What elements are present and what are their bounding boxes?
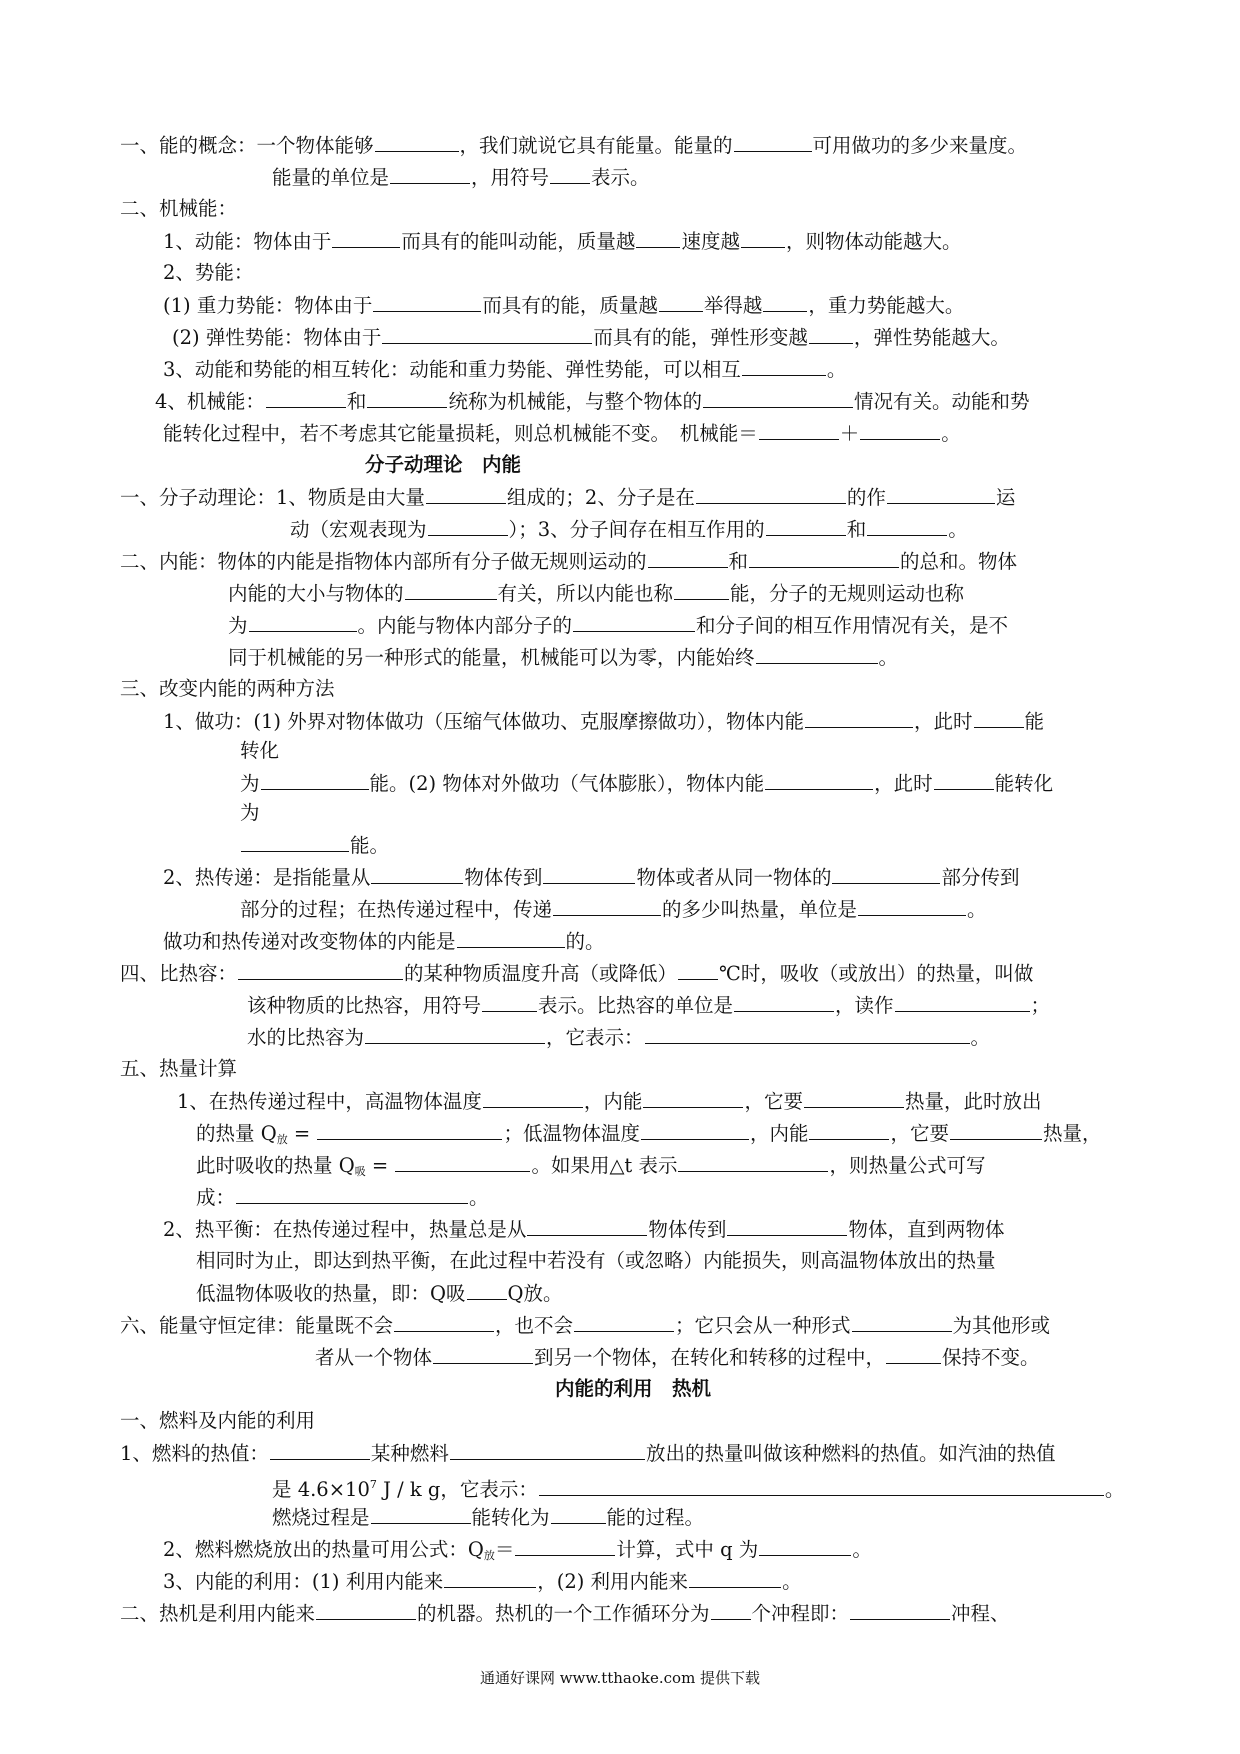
text-line bbox=[228, 579, 964, 608]
page-footer: 通通好课网 www.tthaoke.com 提供下载 bbox=[479, 1669, 761, 1687]
line-text: 部分的过程；在热传递过程中，传递 bbox=[240, 898, 553, 921]
line-text: 。 bbox=[826, 358, 847, 381]
answer-blank[interactable] bbox=[236, 1183, 468, 1204]
text-line bbox=[247, 991, 1050, 1020]
line-text: 的机器。热机的一个工作循环分为 bbox=[417, 1602, 710, 1625]
answer-blank[interactable] bbox=[332, 227, 400, 248]
answer-blank[interactable] bbox=[741, 227, 785, 248]
answer-blank[interactable] bbox=[678, 1151, 828, 1172]
answer-blank[interactable] bbox=[858, 895, 966, 916]
answer-blank[interactable] bbox=[371, 1503, 471, 1524]
line-text: 一、分子动理论：1、物质是由大量 bbox=[120, 486, 425, 509]
text-line bbox=[163, 291, 964, 320]
text-line bbox=[247, 1023, 990, 1052]
text-line bbox=[120, 483, 1015, 512]
answer-blank[interactable] bbox=[689, 1567, 781, 1588]
line-text: 此时吸收的热量 Q bbox=[196, 1154, 355, 1177]
answer-blank[interactable] bbox=[763, 291, 807, 312]
line-text: 六、能量守恒定律：能量既不会 bbox=[120, 1314, 394, 1337]
line-text: 内能的大小与物体的 bbox=[228, 582, 404, 605]
line-text: 的热量 Q bbox=[196, 1122, 277, 1145]
line-text: 热量，此时放出 bbox=[904, 1090, 1042, 1113]
line-text: 1、做功：(1) 外界对物体做功（压缩气体做功、克服摩擦做功），物体内能 bbox=[163, 710, 804, 733]
answer-blank[interactable] bbox=[950, 1119, 1042, 1140]
text-line bbox=[315, 1343, 1040, 1372]
line-text: 和分子间的相互作用情况有关，是不 bbox=[696, 614, 1009, 637]
answer-blank[interactable] bbox=[852, 1311, 952, 1332]
text-line bbox=[196, 1119, 1102, 1154]
line-text: ； bbox=[1030, 994, 1051, 1017]
answer-blank[interactable] bbox=[887, 483, 995, 504]
line-text: 能 bbox=[1024, 710, 1045, 733]
answer-blank[interactable] bbox=[742, 355, 826, 376]
line-text: 表示。比热容的单位是 bbox=[538, 994, 734, 1017]
line-text: 能的过程。 bbox=[606, 1506, 705, 1529]
line-text: 个冲程即： bbox=[751, 1602, 850, 1625]
line-text: 。 bbox=[782, 1570, 802, 1593]
line-text: 。 bbox=[970, 1026, 991, 1049]
answer-blank[interactable] bbox=[574, 1311, 674, 1332]
answer-blank[interactable] bbox=[678, 959, 718, 980]
line-text: 1、动能：物体由于 bbox=[163, 230, 332, 253]
line-text: 和 bbox=[728, 550, 749, 573]
answer-blank[interactable] bbox=[450, 1439, 645, 1460]
text-line bbox=[163, 227, 961, 256]
line-text: ＝ bbox=[494, 1538, 515, 1561]
text-line bbox=[228, 611, 1008, 640]
line-text: 的。 bbox=[565, 930, 605, 953]
line-text: 二、内能：物体的内能是指物体内部所有分子做无规则运动的 bbox=[120, 550, 647, 573]
answer-blank[interactable] bbox=[249, 611, 357, 632]
answer-blank[interactable] bbox=[895, 991, 1030, 1012]
line-text: 物体或者从同一物体的 bbox=[636, 866, 832, 889]
line-text: 运 bbox=[995, 486, 1016, 509]
answer-blank[interactable] bbox=[428, 515, 508, 536]
line-text: ；它只会从一种形式 bbox=[675, 1314, 851, 1337]
line-text: 燃烧过程是 bbox=[272, 1506, 370, 1529]
line-text: ，重力势能越大。 bbox=[808, 294, 965, 317]
line-text: 四、比热容： bbox=[120, 962, 238, 985]
line-text: ，弹性势能越大。 bbox=[853, 326, 1010, 349]
line-text: 物体传到 bbox=[464, 866, 543, 889]
line-text: = bbox=[287, 1122, 317, 1145]
line-text: 2、热传递：是指能量从 bbox=[163, 866, 371, 889]
line-text: ；低温物体温度 bbox=[503, 1122, 640, 1145]
answer-blank[interactable] bbox=[703, 387, 853, 408]
line-text: (2) 弹性势能：物体由于 bbox=[172, 326, 382, 349]
line-text: 成： bbox=[196, 1186, 236, 1209]
answer-blank[interactable] bbox=[515, 1535, 615, 1556]
line-text: ，也不会 bbox=[495, 1314, 574, 1337]
answer-blank[interactable] bbox=[573, 611, 695, 632]
text-line bbox=[365, 451, 521, 479]
text-line bbox=[120, 1599, 1010, 1628]
answer-blank[interactable] bbox=[550, 163, 590, 184]
line-text: 。 bbox=[1104, 1478, 1125, 1501]
line-text: 二、热机是利用内能来 bbox=[120, 1602, 316, 1625]
answer-blank[interactable] bbox=[367, 387, 447, 408]
text-line bbox=[240, 895, 987, 924]
text-line bbox=[196, 1279, 563, 1308]
answer-blank[interactable] bbox=[426, 483, 506, 504]
text-line bbox=[163, 1215, 1004, 1244]
line-text: 为 bbox=[240, 772, 260, 795]
text-line bbox=[196, 1183, 489, 1212]
line-text: 转化 bbox=[240, 739, 280, 762]
text-line bbox=[120, 675, 335, 703]
text-line bbox=[240, 769, 1053, 798]
line-text: ，读作 bbox=[835, 994, 894, 1017]
text-line bbox=[155, 387, 1029, 416]
text-line bbox=[120, 131, 1027, 160]
answer-blank[interactable] bbox=[394, 1311, 494, 1332]
text-line bbox=[120, 547, 1017, 576]
answer-blank[interactable] bbox=[734, 131, 812, 152]
line-text: ）；3、分子间存在相互作用的 bbox=[508, 518, 765, 541]
line-text: 是 4.6×10 bbox=[272, 1478, 370, 1501]
answer-blank[interactable] bbox=[867, 515, 947, 536]
line-text: 4、机械能： bbox=[155, 390, 265, 413]
line-text: 为 bbox=[228, 614, 248, 637]
answer-blank[interactable] bbox=[860, 419, 940, 440]
line-text: ，它要 bbox=[890, 1122, 949, 1145]
line-text: ℃时，吸收（或放出）的热量，叫做 bbox=[719, 962, 1034, 985]
line-text: 冲程、 bbox=[951, 1602, 1010, 1625]
answer-blank[interactable] bbox=[886, 1343, 941, 1364]
text-line bbox=[120, 1407, 315, 1435]
answer-blank[interactable] bbox=[483, 1087, 583, 1108]
line-text: 能。 bbox=[350, 834, 390, 857]
answer-blank[interactable] bbox=[539, 1475, 1104, 1496]
line-text: 低温物体吸收的热量，即：Q吸 bbox=[196, 1282, 466, 1305]
answer-blank[interactable] bbox=[238, 959, 403, 980]
line-text: ＋ bbox=[839, 422, 860, 445]
line-text: 五、热量计算 bbox=[120, 1057, 238, 1080]
text-line bbox=[196, 1151, 985, 1186]
answer-blank[interactable] bbox=[645, 1023, 970, 1044]
answer-blank[interactable] bbox=[727, 1215, 847, 1236]
line-text: 而具有的能叫动能，质量越 bbox=[401, 230, 636, 253]
line-text: 一、燃料及内能的利用 bbox=[120, 1409, 316, 1432]
text-line bbox=[196, 1247, 996, 1275]
answer-blank[interactable] bbox=[467, 1279, 507, 1300]
answer-blank[interactable] bbox=[659, 291, 703, 312]
line-text: 的某种物质温度升高（或降低） bbox=[404, 962, 678, 985]
answer-blank[interactable] bbox=[553, 895, 661, 916]
line-text: 动（宏观表现为 bbox=[290, 518, 427, 541]
text-line bbox=[120, 1311, 1050, 1340]
answer-blank[interactable] bbox=[696, 483, 846, 504]
line-text: 。 bbox=[941, 422, 961, 445]
line-text: 二、机械能： bbox=[120, 197, 238, 220]
answer-blank[interactable] bbox=[405, 579, 497, 600]
line-text: 一、能的概念：一个物体能够 bbox=[120, 134, 374, 157]
line-text: 物体，直到两物体 bbox=[848, 1218, 1005, 1241]
text-line bbox=[120, 195, 237, 223]
line-text: 有关，所以内能也称 bbox=[497, 582, 674, 605]
line-text: (1) 重力势能：物体由于 bbox=[163, 294, 373, 317]
answer-blank[interactable] bbox=[241, 831, 349, 852]
line-text: 到另一个物体，在转化和转移的过程中， bbox=[534, 1346, 886, 1369]
answer-blank[interactable] bbox=[832, 863, 940, 884]
answer-blank[interactable] bbox=[316, 1599, 416, 1620]
superscript: 7 bbox=[369, 1478, 377, 1491]
answer-blank[interactable] bbox=[543, 863, 635, 884]
line-text: 1、在热传递过程中，高温物体温度 bbox=[177, 1090, 482, 1113]
answer-blank[interactable] bbox=[266, 387, 346, 408]
line-text: 速度越 bbox=[681, 230, 740, 253]
line-text: 2、势能： bbox=[163, 261, 254, 284]
line-text: 为 bbox=[240, 801, 260, 824]
line-text: 举得越 bbox=[703, 294, 763, 317]
line-text: 可用做功的多少来量度。 bbox=[812, 134, 1028, 157]
answer-blank[interactable] bbox=[373, 291, 481, 312]
line-text: 能量的单位是 bbox=[272, 166, 390, 189]
section-heading: 分子动理论 内能 bbox=[365, 453, 522, 476]
line-text: 3、动能和势能的相互转化：动能和重力势能、弹性势能，可以相互 bbox=[163, 358, 741, 381]
line-text: 热量， bbox=[1042, 1122, 1102, 1145]
answer-blank[interactable] bbox=[482, 991, 537, 1012]
line-text: 做功和热传递对改变物体的内能是 bbox=[163, 930, 456, 953]
line-text: 。 bbox=[948, 518, 968, 541]
section-heading: 内能的利用 热机 bbox=[555, 1377, 712, 1400]
line-text: 而具有的能，质量越 bbox=[482, 294, 658, 317]
line-text: ，它要 bbox=[744, 1090, 803, 1113]
line-text: Q放。 bbox=[507, 1282, 563, 1305]
answer-blank[interactable] bbox=[674, 579, 729, 600]
line-text: 组成的；2、分子是在 bbox=[506, 486, 695, 509]
line-text: ，内能 bbox=[749, 1122, 809, 1145]
line-text: 相同时为止，即达到热平衡，在此过程中若没有（或忽略）内能损失，则高温物体放出的热量 bbox=[196, 1249, 996, 1272]
text-line bbox=[177, 1087, 1041, 1116]
subscript: 放 bbox=[483, 1549, 495, 1562]
answer-blank[interactable] bbox=[850, 1599, 950, 1620]
answer-blank[interactable] bbox=[749, 547, 899, 568]
text-line bbox=[163, 927, 605, 956]
text-line bbox=[172, 323, 1010, 352]
line-text: 。 bbox=[852, 1538, 872, 1561]
line-text: ，用符号 bbox=[471, 166, 550, 189]
answer-blank[interactable] bbox=[390, 163, 470, 184]
answer-blank[interactable] bbox=[934, 769, 994, 790]
line-text: 某种燃料 bbox=[370, 1442, 449, 1465]
line-text: 。 bbox=[967, 898, 987, 921]
answer-blank[interactable] bbox=[444, 1567, 536, 1588]
line-text: 能转化过程中，若不考虑其它能量损耗，则总机械能不变。 机械能＝ bbox=[163, 422, 758, 445]
answer-blank[interactable] bbox=[261, 769, 369, 790]
answer-blank[interactable] bbox=[711, 1599, 751, 1620]
line-text: 情况有关。动能和势 bbox=[853, 390, 1030, 413]
answer-blank[interactable] bbox=[270, 1439, 370, 1460]
text-line bbox=[290, 515, 968, 544]
line-text: 能转化 bbox=[994, 772, 1054, 795]
line-text: ，我们就说它具有能量。能量的 bbox=[459, 134, 733, 157]
answer-blank[interactable] bbox=[457, 927, 565, 948]
line-text: 1、燃料的热值： bbox=[120, 1442, 269, 1465]
answer-blank[interactable] bbox=[805, 707, 913, 728]
line-text: 表示。 bbox=[591, 166, 650, 189]
text-line bbox=[120, 1439, 1055, 1468]
answer-blank[interactable] bbox=[371, 863, 463, 884]
answer-blank[interactable] bbox=[759, 1535, 851, 1556]
line-text: ，此时 bbox=[874, 772, 933, 795]
line-text: ，则热量公式可写 bbox=[829, 1154, 986, 1177]
line-text: 而具有的能，弹性形变越 bbox=[593, 326, 808, 349]
answer-blank[interactable] bbox=[527, 1215, 647, 1236]
line-text: ，(2) 利用内能来 bbox=[537, 1570, 689, 1593]
answer-blank[interactable] bbox=[648, 547, 728, 568]
text-line bbox=[163, 1567, 802, 1596]
text-line bbox=[240, 831, 389, 860]
text-line bbox=[163, 863, 1019, 892]
line-text: 统称为机械能，与整个物体的 bbox=[448, 390, 702, 413]
line-text: 为其他形或 bbox=[952, 1314, 1051, 1337]
answer-blank[interactable] bbox=[365, 1023, 545, 1044]
line-text: ，此时 bbox=[913, 710, 973, 733]
text-line bbox=[163, 419, 961, 448]
line-text: J / k g，它表示： bbox=[376, 1478, 538, 1501]
answer-blank[interactable] bbox=[636, 227, 680, 248]
answer-blank[interactable] bbox=[643, 1087, 743, 1108]
answer-blank[interactable] bbox=[759, 419, 839, 440]
answer-blank[interactable] bbox=[734, 991, 834, 1012]
answer-blank[interactable] bbox=[809, 1119, 889, 1140]
line-text: 物体传到 bbox=[648, 1218, 727, 1241]
subscript: 放 bbox=[276, 1133, 288, 1146]
line-text: 2、燃料燃烧放出的热量可用公式：Q bbox=[163, 1538, 484, 1561]
answer-blank[interactable] bbox=[317, 1119, 502, 1140]
answer-blank[interactable] bbox=[756, 643, 878, 664]
answer-blank[interactable] bbox=[395, 1151, 530, 1172]
line-text: 三、改变内能的两种方法 bbox=[120, 677, 335, 700]
subscript: 吸 bbox=[354, 1165, 366, 1178]
text-line bbox=[240, 799, 260, 827]
text-line bbox=[272, 1471, 1124, 1504]
line-text: 。 bbox=[878, 646, 899, 669]
answer-blank[interactable] bbox=[766, 515, 846, 536]
text-line bbox=[163, 355, 846, 384]
line-text: 3、内能的利用：(1) 利用内能来 bbox=[163, 1570, 444, 1593]
line-text: = bbox=[365, 1154, 395, 1177]
line-text: 。 bbox=[469, 1186, 489, 1209]
line-text: 2、热平衡：在热传递过程中，热量总是从 bbox=[163, 1218, 527, 1241]
line-text: ，则物体动能越大。 bbox=[785, 230, 962, 253]
line-text: 者从一个物体 bbox=[315, 1346, 433, 1369]
line-text: 。内能与物体内部分子的 bbox=[357, 614, 573, 637]
answer-blank[interactable] bbox=[804, 1087, 904, 1108]
line-text: 水的比热容为 bbox=[247, 1026, 365, 1049]
line-text: 计算，式中 q 为 bbox=[616, 1538, 759, 1561]
line-text: 的总和。物体 bbox=[900, 550, 1018, 573]
line-text: 部分传到 bbox=[941, 866, 1020, 889]
line-text: 该种物质的比热容，用符号 bbox=[247, 994, 482, 1017]
text-line bbox=[555, 1375, 711, 1403]
text-line bbox=[240, 737, 279, 765]
text-line bbox=[272, 163, 650, 192]
answer-blank[interactable] bbox=[765, 769, 873, 790]
line-text: 能。(2) 物体对外做功（气体膨胀），物体内能 bbox=[369, 772, 765, 795]
line-text: 的多少叫热量，单位是 bbox=[662, 898, 858, 921]
text-line bbox=[272, 1503, 704, 1532]
text-line bbox=[163, 259, 253, 287]
line-text: ，内能 bbox=[583, 1090, 643, 1113]
line-text: 能，分子的无规则运动也称 bbox=[730, 582, 965, 605]
answer-blank[interactable] bbox=[641, 1119, 749, 1140]
line-text: 放出的热量叫做该种燃料的热值。如汽油的热值 bbox=[645, 1442, 1056, 1465]
answer-blank[interactable] bbox=[375, 131, 459, 152]
answer-blank[interactable] bbox=[433, 1343, 533, 1364]
line-text: 保持不变。 bbox=[942, 1346, 1040, 1369]
line-text: 。如果用△t 表示 bbox=[531, 1154, 678, 1177]
text-line bbox=[163, 707, 1044, 736]
line-text: 和 bbox=[846, 518, 867, 541]
text-line bbox=[120, 959, 1033, 988]
answer-blank[interactable] bbox=[974, 707, 1024, 728]
line-text: 的作 bbox=[846, 486, 886, 509]
answer-blank[interactable] bbox=[551, 1503, 606, 1524]
answer-blank[interactable] bbox=[382, 323, 592, 344]
text-line bbox=[163, 1535, 872, 1570]
line-text: 能转化为 bbox=[471, 1506, 550, 1529]
text-line bbox=[120, 1055, 237, 1083]
line-text: ，它表示： bbox=[546, 1026, 644, 1049]
answer-blank[interactable] bbox=[809, 323, 853, 344]
line-text: 和 bbox=[346, 390, 367, 413]
text-line bbox=[228, 643, 898, 672]
line-text: 同于机械能的另一种形式的能量，机械能可以为零，内能始终 bbox=[228, 646, 755, 669]
